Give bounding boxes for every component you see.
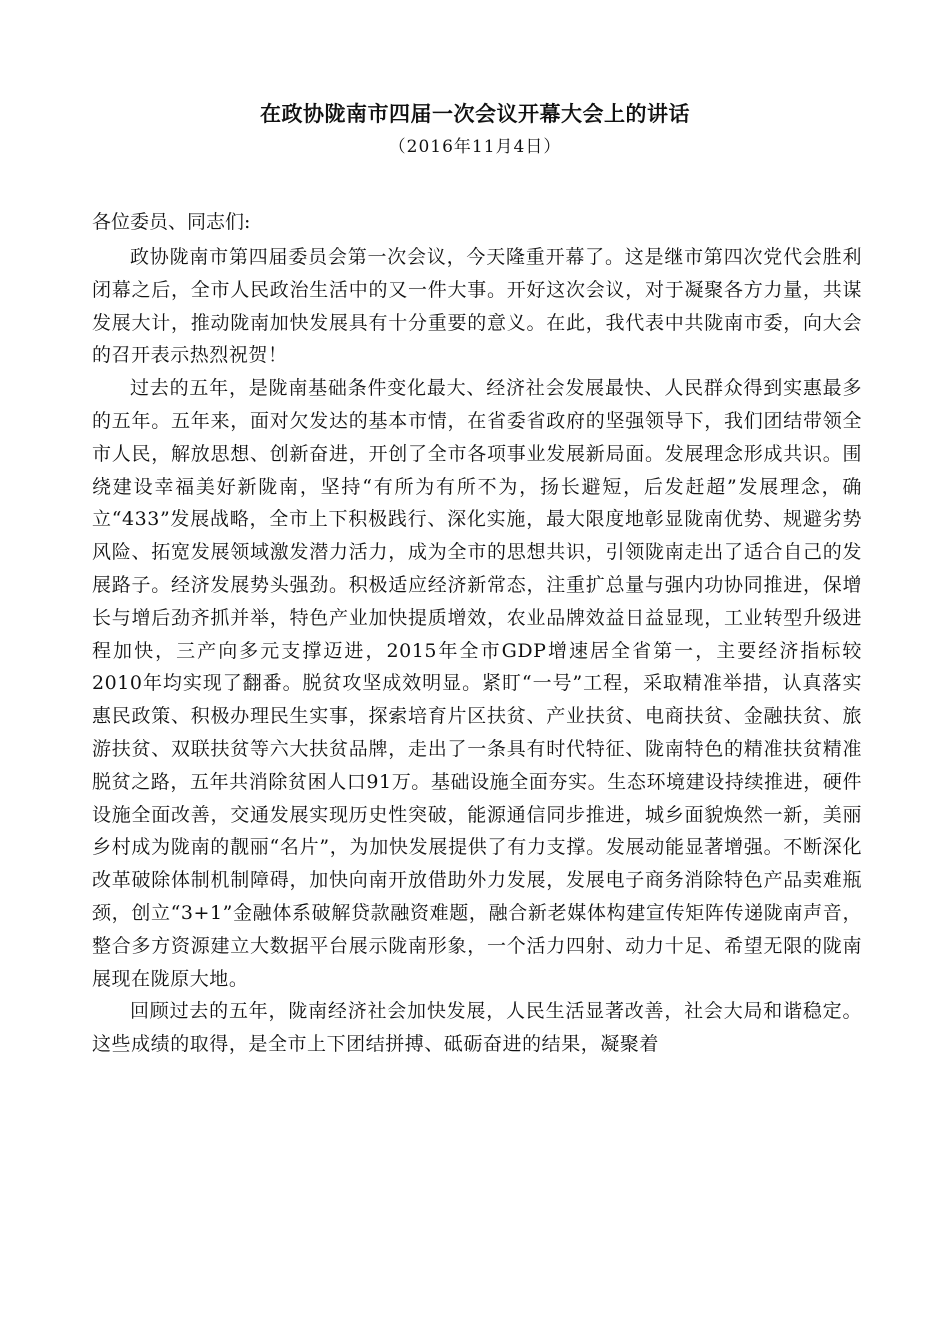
- salutation: 各位委员、同志们:: [92, 211, 251, 233]
- document-body: [92, 241, 862, 1061]
- document-title: 在政协陇南市四届一次会议开幕大会上的讲话: [260, 101, 690, 126]
- paragraph-review: 回顾过去的五年，陇南经济社会加快发展，人民生活显著改善，社会大局和谐稳定。这些成绩的取得，是全市上下团结拼搏、砥砺奋进的结果，凝聚着: [92, 1000, 862, 1056]
- paragraph-opening: 政协陇南市第四届委员会第一次会议，今天隆重开幕了。这是继市第四次党代会胜利闭幕之后，全市人民政治生活中的又一件大事。开好这次会议，对于凝聚各方力量，共谋发展大计，推动陇南加快发展具有十分重要的意义。在此，我代表中共陇南市委，向大会的召开表示热烈祝贺！: [92, 246, 862, 367]
- document-date: （2016年11月4日）: [388, 137, 562, 157]
- paragraph-achievements: 过去的五年，是陇南基础条件变化最大、经济社会发展最快、人民群众得到实惠最多的五年。五年来，面对欠发达的基本市情，在省委省政府的坚强领导下，我们团结带领全市人民，解放思想、创新奋进，开创了全市各项事业发展新局面。发展理念形成共识。围绕建设幸福美好新陇南，坚持“有所为有所不为，扬长避短，后发赶超”发展理念，确立“433”发展战略，全市上下积极践行、深化实施，最大限度地彰显陇南优势、规避劣势风险、拓宽发展领域激发潜力活力，成为全市的思想共识，引领陇南走出了适合自己的发展路子。经济发展势头强劲。积极适应经济新常态，注重扩总量与强内功协同推进，保增长与增后劲齐抓并举，特色产业加快提质增效，农业品牌效益日益显现，工业转型升级进程加快，三产向多元支撑迈进，2015年全市GDP增速居全省第一，主要经济指标较2010年均实现了翻番。脱贫攻坚成效明显。紧盯“一号”工程，采取精准举措，认真落实惠民政策、积极办理民生实事，探索培育片区扶贫、产业扶贫、电商扶贫、金融扶贫、旅游扶贫、双联扶贫等六大扶贫品牌，走出了一条具有时代特征、陇南特色的精准扶贫精准脱贫之路，五年共消除贫困人口91万。基础设施全面夯实。生态环境建设持续推进，硬件设施全面改善，交通发展实现历史性突破，能源通信同步推进，城乡面貌焕然一新，美丽乡村成为陇南的靓丽“名片”，为加快发展提供了有力支撑。发展动能显著增强。不断深化改革破除体制机制障碍，加快向南开放借助外力发展，发展电子商务消除特色产品卖难瓶颈，创立“3+1”金融体系破解贷款融资难题，融合新老媒体构建宣传矩阵传递陇南声音，整合多方资源建立大数据平台展示陇南形象，一个活力四射、动力十足、希望无限的陇南展现在陇原大地。: [92, 377, 862, 990]
